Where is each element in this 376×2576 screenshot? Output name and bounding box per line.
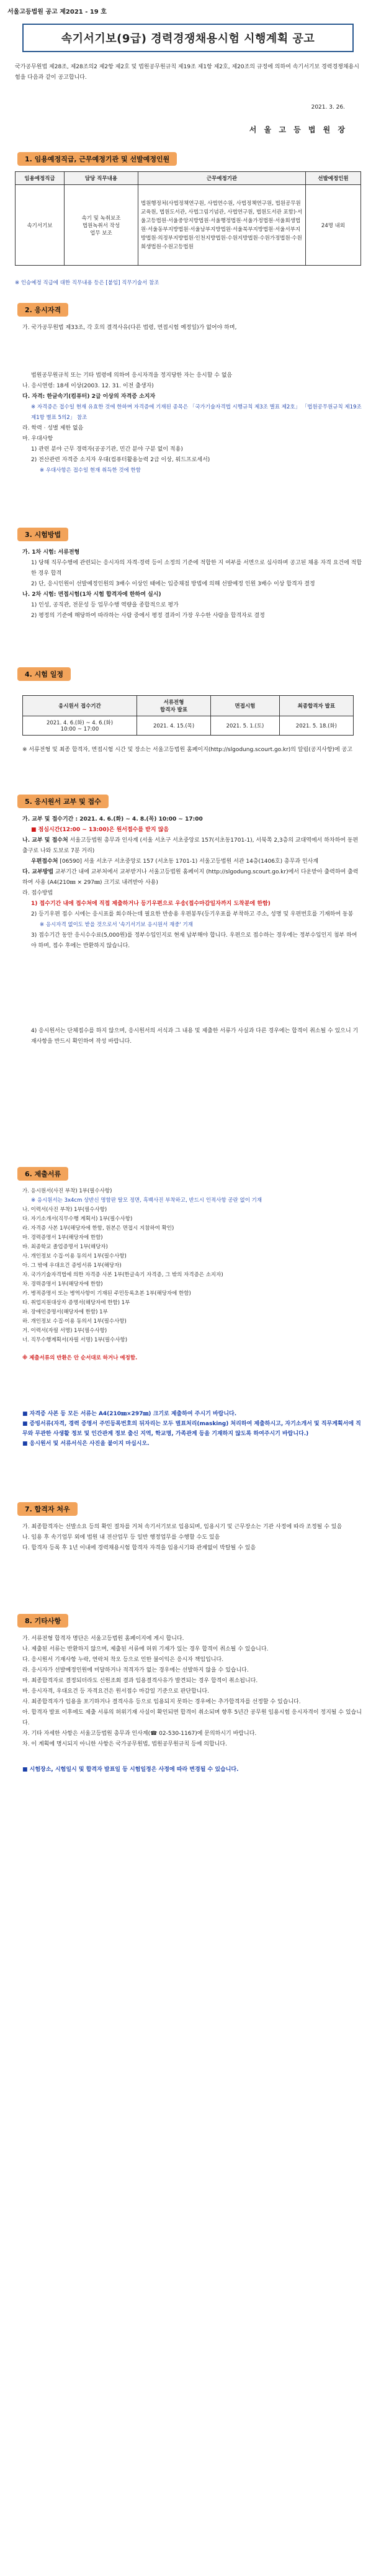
table-header-row — [23, 696, 354, 716]
cell-grade: 속기서기보 — [16, 185, 65, 266]
s6-line: 타. 취업지원대상자 증명서(해당자에 한함) 1부 — [22, 1300, 130, 1306]
table-row — [23, 716, 354, 736]
section-6-body — [22, 1187, 362, 1363]
col-apply: 응시원서 접수기간 — [23, 696, 137, 716]
s6-line: 사. 개인정보 수집·이용 동의서 1부(필수사항) — [22, 1253, 127, 1259]
s5-item-na-label: 나. 교부 및 접수처 — [22, 837, 68, 844]
s5-item-ra-1: 1) 접수기간 내에 접수처에 직접 제출하거나 등기우편으로 우송(접수마감일자까지 도착분에 한함) — [31, 901, 271, 907]
section-7-heading: 7. 합격자 처우 — [17, 1502, 78, 1516]
cell-final: 2021. 5. 18.(화) — [279, 716, 353, 736]
s6-line: 마. 경력증명서 1부(해당자에 한함) — [22, 1235, 103, 1241]
s5-item-ra-2: 2) 등기우편 접수 시에는 응시표를 회수하는데 필요한 반송용 우편봉투(등기우표를 부착하고 주소, 성명 및 우편번호를 기재하여 동봉 — [31, 911, 354, 917]
section-5-body — [22, 814, 362, 1047]
table-row — [16, 185, 361, 266]
page-title: 속기서기보(9급) 경력경쟁채용시험 시행계획 공고 — [22, 24, 354, 52]
cell-apply: 2021. 4. 6.(화) ~ 4. 6.(화) 10:00 ~ 17:00 — [23, 716, 137, 736]
s6-line: 차. 경력증명서 1부(해당자에 한함) — [22, 1281, 103, 1287]
s3-step2-title: 나. 2차 시험: 면접시험(1차 시험 합격자에 한하여 실시) — [22, 592, 161, 598]
s8-line: 아. 합격자 발표 이후에도 제출 서류의 허위기재 사실이 확인되면 합격이 취소되며 향후 5년간 공무원 임용시험 응시자격이 정지될 수 있습니다. — [22, 1709, 362, 1726]
s5-item-ra-4: 3) 접수기간 동안 응시수수료(5,000원)를 정부수입인지로 현재 납부해야 합니다. 우편으로 접수하는 경우에는 정부수입인지 첨부 하여야 하며, 접수 후에는 반환하지 않습니다. — [31, 932, 357, 949]
s2-item-ra: 라. 학력 · 성별 제한 없음 — [22, 425, 84, 431]
s8-line: 차. 이 계획에 명시되지 아니한 사항은 국가공무원법, 법원공무원규칙 등에 의합니다. — [22, 1741, 227, 1747]
section-4-note: ※ 서류전형 및 최종 합격자, 면접시험 시간 및 장소는 서울고등법원 홈페이지(http://slgodung.scourt.go.kr)의 알림(공지사항)에 공고 — [22, 747, 352, 753]
s5-item-ra-3: ※ 응시자격 없이도 받을 것으로서 '속기서기보 응시원서 재중' 기재 — [40, 922, 193, 928]
s3-step2-1: 1) 인성, 공직관, 전문성 등 업무수행 역량을 종합적으로 평가 — [31, 602, 179, 608]
s7-line: 다. 합격자 등록 후 1년 이내에 경력채용시험 합격자 자격을 임용시기와 관계없이 박탈될 수 있음 — [22, 1545, 256, 1551]
table-header-row — [16, 172, 361, 185]
section-3-body — [22, 547, 362, 621]
s8-line: 마. 최종합격자로 결정되더라도 신원조회 결과 임용결격사유가 발견되는 경우 합격이 취소됩니다. — [22, 1678, 258, 1684]
section-1-note: ※ 인승예정 직급에 대한 직무내용 등은 [붙임] 직무기술서 참조 — [15, 280, 159, 286]
section-3-heading: 3. 시험방법 — [17, 528, 68, 541]
s8-line: 라. 응시자가 선발예정인원에 미달하거나 적격자가 없는 경우에는 선발하지 않을 수 있습니다. — [22, 1667, 249, 1673]
section-2-body — [22, 323, 362, 476]
s7-line: 나. 임용 후 속기업무 외에 법원 내 전산업무 등 일반 행정업무를 수행할 수도 있음 — [22, 1534, 220, 1541]
cell-interview: 2021. 5. 1.(토) — [211, 716, 280, 736]
section-6-heading: 6. 제출서류 — [17, 1167, 68, 1181]
col-doc-result: 서류전형 합격자 발표 — [137, 696, 210, 716]
intro-text: 국가공무원법 제28조, 제28조의2 제2항 제2호 및 법원공무원규칙 제19조 제1항 제2호, 제20조의 규정에 의하여 속기서기보 경력경쟁채용시험을 다음과 같이 공고합니다. — [15, 64, 359, 81]
s5-item-ga-note: ■ 점심시간(12:00 ~ 13:00)은 원서접수를 받지 않음 — [31, 827, 169, 833]
col-duty: 담당 직무내용 — [65, 172, 138, 185]
col-interview: 면접시험 — [211, 696, 280, 716]
section-8-heading: 8. 기타사항 — [17, 1614, 68, 1628]
s5-mail-label: 우편접수처 — [31, 858, 58, 865]
s3-step1-1: 1) 당해 직무수행에 관련되는 응시자의 자격·경력 등이 소정의 기준에 적합한 지 여부를 서면으로 심사하며 공고된 채용 자격 요건에 적합한 경우 합격 — [31, 560, 362, 577]
s6-line: 파. 장애인증명서(해당자에 한함) 1부 — [22, 1309, 108, 1315]
s8-line: 가. 서류전형 합격자 명단은 서울고등법원 홈페이지에 게시 합니다. — [22, 1636, 184, 1642]
s6-line: 하. 개인정보 수집·이용 동의서 1부(필수사항) — [22, 1318, 127, 1325]
section-1-table — [15, 171, 361, 266]
s6-line: 아. 그 밖에 우대요건 증빙서류 1부(해당자) — [22, 1263, 122, 1269]
cell-doc-result: 2021. 4. 15.(목) — [137, 716, 210, 736]
s6-line: 가. 응시원서(사진 부착) 1부(필수사항) — [22, 1188, 112, 1194]
s8-line: 자. 기타 자세한 사항은 서울고등법원 총무과 인사계(☎ 02-530-1167)에 문의하시기 바랍니다. — [22, 1731, 257, 1737]
section-4-heading: 4. 시험 일정 — [17, 667, 71, 681]
signer: 서 울 고 등 법 원 장 — [249, 125, 347, 134]
s2-item-da-note: ※ 자격증은 접수일 현재 유효한 것에 한하며 자격증에 기재된 종목은 「국가기술자격법 시행규칙 제3조 별표 제2호」 「법원공무원규칙 제19조 제1항 별표 5의2」 참조 — [31, 404, 362, 421]
s3-step2-2: 2) 평정의 기준에 해당하여 따라하는 사람 중에서 평정 결과이 가장 우수한 사람을 합격자로 결정 — [31, 613, 265, 619]
s2-item-na: 나. 응시연령: 18세 이상(2003. 12. 31. 이전 출생자) — [22, 383, 154, 389]
col-grade: 임용예정직급 — [16, 172, 65, 185]
s2-item-ga: 가. 국가공무원법 제33조, 각 호의 결격사유(다른 법령, 면접시험 예정일)가 없어야 하며, — [22, 325, 237, 331]
s2-item-ma-1: 1) 관련 분야 근무 경력자(공공기관, 민간 분야 구분 없이 적용) — [31, 446, 183, 453]
cell-duty: 속기 및 녹취보조 법원녹취서 작성 업무 보조 — [65, 185, 138, 266]
s8-line: 나. 제출된 서류는 반환하지 않으며, 제출된 서류에 허위 기재가 있는 경우 합격이 취소될 수 있습니다. — [22, 1646, 269, 1652]
s6-note: ※ 제출서류의 반환은 안 순서대로 하거나 예정함. — [22, 1355, 138, 1361]
cell-count: 24명 내외 — [306, 185, 361, 266]
col-agency: 근무예정기관 — [138, 172, 306, 185]
s2-item-ga2: 법원공무원규칙 또는 기타 법령에 의하여 응시자격을 정지당한 자는 응시할 수 없음 — [31, 372, 233, 379]
notice-number: 서울고등법원 공고 제2021 - 19 호 — [7, 9, 107, 16]
s3-step1-2: 2) 단, 응시인원이 선발예정인원의 3배수 이상인 때에는 입증채점 방법에 의해 선발예정 인원 3배수 이상 합격자 결정 — [31, 581, 315, 587]
section-8-body — [22, 1634, 362, 1775]
cell-agency: 법원행정처(사법정책연구원, 사법연수원, 사법정책연구원, 법원공무원교육원, 법원도서관, 사법그림기념관, 사법연구원, 법원도서관 포함)·서울고등법원·서울중앙지방법원·서울행정법원·서울가정법원·서울회생법원·서울동부지방법원·서울남부지방법원·서울북부지방법원·서울서부지방법원·의정부지방법원·인천지방법원·수원지방법원·수원가정법원·수원회생법원·수원고등법원 — [138, 185, 306, 266]
s8-line: 다. 응시원서 기재사항 누락, 연락처 착오 등으로 인한 불이익은 응시자 책임입니다. — [22, 1657, 224, 1663]
section-1-heading: 1. 임용예정직급, 근무예정기관 및 선발예정인원 — [17, 152, 177, 166]
s2-item-ma-note: ※ 우대사항은 접수일 현재 취득한 것에 한함 — [40, 467, 141, 474]
s6-line: 카. 병적증명서 또는 병역사항이 기재된 주민등록초본 1부(해당자에 한함) — [22, 1290, 191, 1297]
s5-item-ga: 가. 교부 및 접수기간 : 2021. 4. 6.(화) ~ 4. 8.(목) 10:00 ~ 17:00 — [22, 816, 203, 822]
s5-item-da: 교부기간 내에 교부처에서 교부받거나 서울고등법원 홈페이지 (http://slgodung.scourt.go.kr)에서 다운받아 출력하여 출력하여 사용 (A4(210㎜ × 297㎜) 크기로 내려받아 사용) — [22, 869, 359, 886]
s2-item-ma-2: 2) 전산관련 자격증 소지자 우대(컴퓨터활용능력 2급 이상, 워드프로세서) — [31, 457, 210, 463]
s6-line: 라. 자격증 사본 1부(해당자에 한함, 원본은 면접시 지참하여 확인) — [22, 1225, 174, 1232]
s8-line: 바. 응시자격, 우대요건 등 자격요건은 원서접수 마감일 기준으로 판단합니다. — [22, 1688, 209, 1695]
s8-final-note: ■ 시험장소, 시험일시 및 합격자 발표일 등 시험일정은 사정에 따라 변경될 수 있습니다. — [22, 1767, 239, 1773]
section-2-heading: 2. 응시자격 — [17, 303, 68, 317]
s6-line: 나. 이력서(사진 부착) 1부(필수사항) — [22, 1207, 107, 1213]
s5-item-da-label: 다. 교부방법 — [22, 869, 54, 875]
s6-line: 거. 이력서(자필 서명) 1부(필수사항) — [22, 1328, 107, 1334]
section-4-table — [22, 695, 354, 736]
s3-step1-title: 가. 1차 시험: 서류전형 — [22, 549, 80, 556]
s6-line: 자. 국가기술자격법에 의한 자격증 사본 1부(한글속기 자격증, 그 밖의 자격증은 소지자) — [22, 1272, 223, 1278]
s6-warn: ■ 응시원서 및 서류서식은 사진을 붙이지 마십시오. — [22, 1441, 150, 1447]
section-7-body — [22, 1522, 362, 1554]
s5-item-ma: 4) 응시원서는 단체접수를 하지 않으며, 응시원서의 서식과 그 내용 및 제출한 서류가 사실과 다른 경우에는 합격이 취소될 수 있으니 기재사항을 반드시 확인하여 작성 바랍니다. — [31, 1028, 359, 1045]
s2-item-da: 다. 자격: 한글속기(컴퓨터) 2급 이상의 자격증 소지자 — [22, 394, 156, 400]
notice-date: 2021. 3. 26. — [311, 104, 345, 110]
s5-mail-address: [06590] 서울 서초구 서초중앙로 157 (서초동 1701-1) 서울고등법원 서관 14층(1406호) 총무과 인사계 — [60, 858, 319, 865]
section-6-warnings — [22, 1409, 362, 1449]
s6-warn: ■ 증빙서류(자격, 경력 증명서 주민등록번호의 뒤자리는 모두 별표처리(masking) 처리하여 제출하시고, 자기소개서 및 직무계획서에 직무와 무관한 사생활 정보 및 인간관계 정보 출신 지역, 학교명, 가족관계 등을 기재하지 않도록 하여주시기 바랍니다.) — [22, 1421, 361, 1437]
s6-warn: ■ 자격증 사본 등 모든 서류는 A4(210㎜×297㎜) 크기로 제출하여 주시기 바랍니다. — [22, 1411, 237, 1417]
s8-line: 사. 최종합격자가 임용을 포기하거나 결격사유 등으로 임용되지 못하는 경우에는 추가합격자를 선정할 수 있습니다. — [22, 1699, 301, 1705]
col-final: 최종합격자 발표 — [279, 696, 353, 716]
col-count: 선발예정인원 — [306, 172, 361, 185]
s6-line: 너. 직무수행계획서(자필 서명) 1부(필수사항) — [22, 1337, 128, 1343]
s6-line: ※ 응시원서는 3x4cm 상반신 명함판 탈모 정면, 흑백사진 부착하고, 반드시 인적사항 공란 없이 기재 — [31, 1197, 262, 1204]
s5-item-ra: 라. 접수방법 — [22, 890, 53, 896]
s6-line: 다. 자기소개서(직무수행 계획서) 1부(필수사항) — [22, 1216, 133, 1222]
section-5-heading: 5. 응시원서 교부 및 접수 — [17, 795, 109, 808]
s2-item-ma: 마. 우대사항 — [22, 436, 53, 442]
s7-line: 가. 최종합격자는 선발소요 등의 확인 절차를 거쳐 속기서기보로 임용되며, 임용시기 및 근무장소는 기관 사정에 따라 조정될 수 있음 — [22, 1524, 342, 1530]
s5-item-na: 서울고등법원 총무과 인사계 (서울 서초구 서초중앙로 157(서초동1701-1), 서북쪽 2,3층의 교대역에서 하차하여 동편 출구로 나와 도보로 7분 거리) — [22, 837, 359, 854]
s6-line: 바. 최종학교 졸업증명서 1부(해당자) — [22, 1244, 108, 1250]
